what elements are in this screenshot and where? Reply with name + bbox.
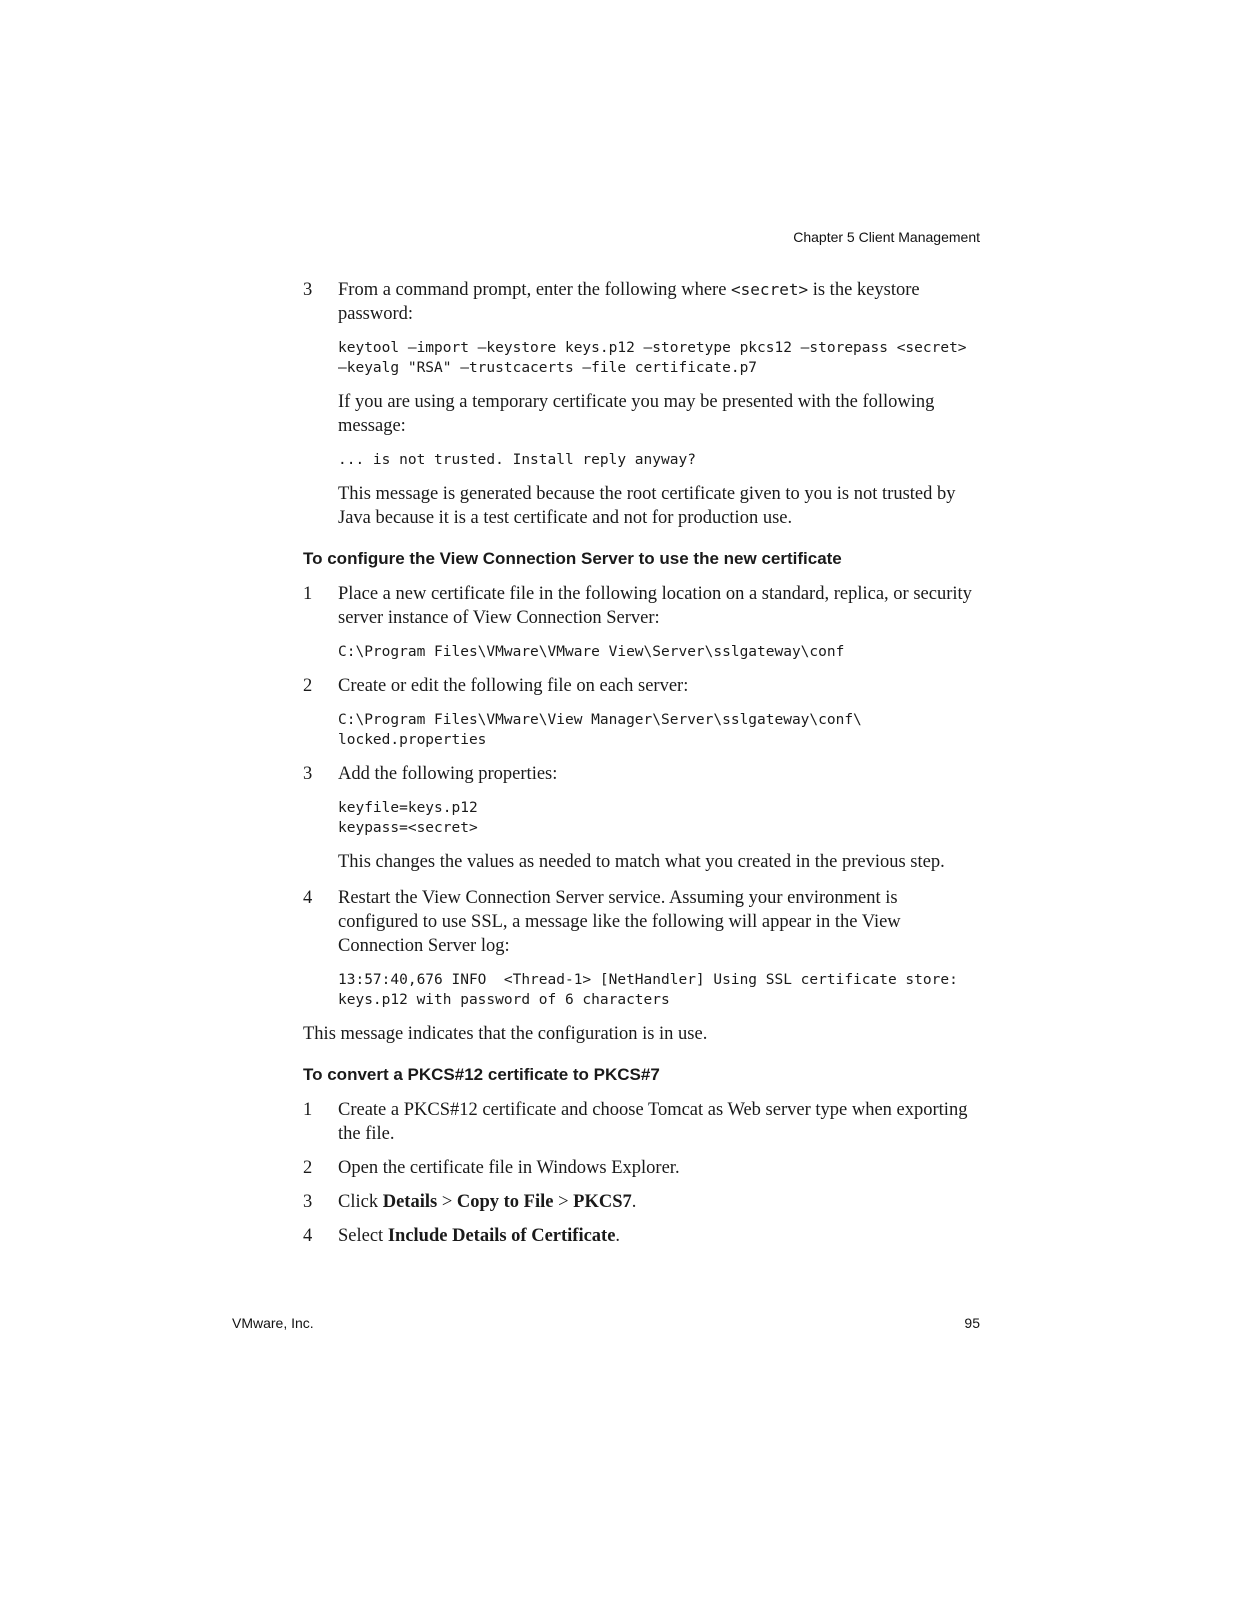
closing-paragraph: This message indicates that the configuration is in use. bbox=[303, 1024, 708, 1044]
step-text: Open the certificate file in Windows Explorer. bbox=[338, 1158, 680, 1178]
step-text bbox=[338, 1190, 981, 1214]
code-line: keyfile=keys.p12 bbox=[338, 800, 478, 816]
footer-company: VMware, Inc. bbox=[232, 1315, 314, 1331]
step-number: 1 bbox=[303, 584, 313, 604]
code-block: C:\Program Files\VMware\VMware View\Server\sslgateway\conf bbox=[338, 644, 845, 660]
step-number: 3 bbox=[303, 764, 313, 784]
code-line: keytool –import –keystore keys.p12 –storetype pkcs12 –storepass <secret> bbox=[338, 340, 967, 356]
step-text-part: From a command prompt, enter the following where bbox=[338, 280, 732, 300]
step-number: 2 bbox=[303, 676, 313, 696]
code-line: –keyalg "RSA" –trustcacerts –file certificate.p7 bbox=[338, 360, 758, 376]
step-2-open-file bbox=[303, 1156, 981, 1180]
step-text: Create or edit the following file on each server: bbox=[338, 676, 689, 696]
page-number: 95 bbox=[964, 1315, 980, 1331]
step-number: 3 bbox=[303, 280, 313, 300]
code-block bbox=[338, 970, 981, 1010]
step-text-part: Click bbox=[338, 1192, 383, 1212]
code-block bbox=[338, 710, 981, 750]
step-4-select-include-details bbox=[303, 1224, 981, 1248]
step-3-keytool bbox=[303, 278, 981, 530]
step-text-part: is the keystore password: bbox=[338, 280, 920, 324]
code-line: 13:57:40,676 INFO <Thread-1> [NetHandler] Using SSL certificate store: bbox=[338, 972, 958, 988]
step-text-part: . bbox=[631, 1192, 637, 1212]
step-number: 1 bbox=[303, 1100, 313, 1120]
note-paragraph: This message is generated because the root certificate given to you is not trusted by Java because it is a test certificate and not for production use. bbox=[338, 484, 956, 528]
running-header: Chapter 5 Client Management bbox=[793, 229, 980, 245]
step-number: 3 bbox=[303, 1192, 313, 1212]
section-heading: To convert a PKCS#12 certificate to PKCS#7 bbox=[303, 1065, 660, 1084]
step-3-click-details bbox=[303, 1190, 981, 1214]
step-4-restart bbox=[303, 886, 981, 1010]
step-3-add-properties bbox=[303, 762, 981, 874]
step-text bbox=[338, 1224, 981, 1248]
code-block bbox=[338, 798, 981, 838]
step-text bbox=[338, 278, 981, 326]
code-line: keypass=<secret> bbox=[338, 820, 478, 836]
note-paragraph: If you are using a temporary certificate you may be presented with the following message: bbox=[338, 392, 935, 436]
step-text: Create a PKCS#12 certificate and choose Tomcat as Web server type when exporting the file. bbox=[338, 1100, 968, 1144]
ui-label-copy-to-file: Copy to File bbox=[456, 1192, 554, 1212]
page-body bbox=[303, 278, 981, 1248]
step-1-place-file bbox=[303, 582, 981, 662]
step-text-part: Select bbox=[338, 1226, 388, 1246]
ui-label-details: Details bbox=[382, 1192, 438, 1212]
step-1-create-pkcs12 bbox=[303, 1098, 981, 1146]
code-line: keys.p12 with password of 6 characters bbox=[338, 992, 670, 1008]
section-heading: To configure the View Connection Server to use the new certificate bbox=[303, 549, 842, 568]
step-number: 2 bbox=[303, 1158, 313, 1178]
note-paragraph: This changes the values as needed to match what you created in the previous step. bbox=[338, 852, 945, 872]
separator: > bbox=[553, 1192, 574, 1212]
code-line: C:\Program Files\VMware\View Manager\Server\sslgateway\conf\ bbox=[338, 712, 862, 728]
separator: > bbox=[437, 1192, 457, 1212]
inline-code: <secret> bbox=[731, 280, 809, 299]
step-2-edit-file bbox=[303, 674, 981, 750]
step-text: Place a new certificate file in the following location on a standard, replica, or security server instance of View Connection Server: bbox=[338, 584, 972, 628]
step-text-part: . bbox=[615, 1226, 621, 1246]
step-number: 4 bbox=[303, 888, 313, 908]
ui-label-include-details: Include Details of Certificate bbox=[387, 1226, 616, 1246]
ui-label-pkcs7: PKCS7 bbox=[573, 1192, 632, 1212]
code-block: ... is not trusted. Install reply anyway? bbox=[338, 452, 696, 468]
step-text: Add the following properties: bbox=[338, 764, 558, 784]
code-line: locked.properties bbox=[338, 732, 487, 748]
step-text: Restart the View Connection Server service. Assuming your environment is configured to use SSL, a message like the following will appear in the View Connection Server log: bbox=[338, 888, 901, 956]
step-number: 4 bbox=[303, 1226, 313, 1246]
code-block bbox=[338, 338, 981, 378]
